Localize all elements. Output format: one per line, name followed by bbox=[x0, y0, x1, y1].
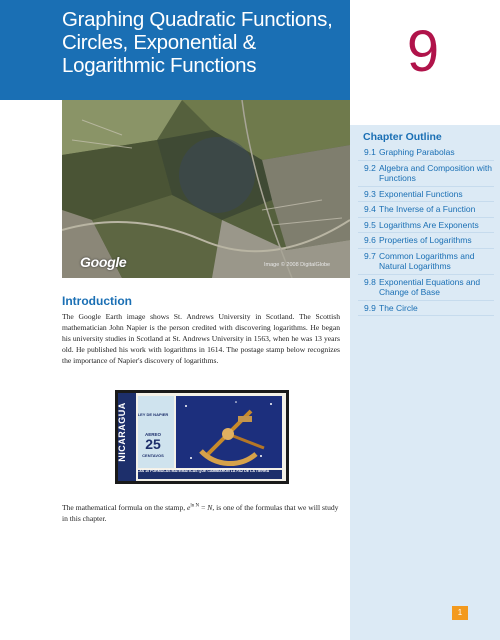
outline-item-number: 9.5 bbox=[364, 219, 376, 230]
outline-item-label: Common Logarithms and Natural Logarithms bbox=[379, 250, 475, 271]
outline-item[interactable] bbox=[358, 301, 494, 317]
stamp-caption: LAS 10 FORMULAS MATEMATICAS QUE CAMBIARON LA FAZ DE LA TIERRA bbox=[137, 469, 270, 473]
outline-item[interactable] bbox=[358, 202, 494, 218]
outline-item-number: 9.6 bbox=[364, 235, 376, 245]
formula-text-after: , is one of the formulas that we will study in this chapter. bbox=[62, 503, 339, 523]
formula-exponent: ln N bbox=[190, 503, 200, 509]
google-logo: Google bbox=[80, 254, 127, 270]
outline-item[interactable] bbox=[358, 161, 494, 187]
stamp-country: NICARAGUA bbox=[117, 402, 127, 462]
aerial-photo-illustration bbox=[62, 100, 350, 278]
image-credit: Image © 2008 DigitalGlobe bbox=[264, 262, 331, 268]
chapter-number: 9 bbox=[406, 19, 440, 84]
outline-item-number: 9.1 bbox=[364, 147, 376, 157]
outline-item[interactable] bbox=[358, 187, 494, 203]
formula-equals: = bbox=[199, 503, 208, 512]
outline-item-label: Logarithms Are Exponents bbox=[379, 219, 479, 230]
formula-paragraph bbox=[62, 502, 342, 524]
outline-item-label: Exponential Functions bbox=[379, 188, 463, 199]
outline-title: Chapter Outline bbox=[363, 131, 442, 143]
outline-item-number: 9.4 bbox=[364, 204, 376, 214]
page-number-badge: 1 bbox=[452, 606, 468, 620]
outline-item-number: 9.3 bbox=[364, 188, 376, 199]
outline-item-label: Properties of Logarithms bbox=[379, 235, 472, 245]
outline-item[interactable] bbox=[358, 218, 494, 234]
outline-item[interactable] bbox=[358, 145, 494, 161]
formula-n: N bbox=[207, 503, 213, 512]
outline-item-number: 9.8 bbox=[364, 276, 376, 287]
outline-item-label: The Inverse of a Function bbox=[379, 204, 476, 214]
stamp-centavos-label: CENTAVOS bbox=[142, 453, 164, 458]
outline-item-number: 9.9 bbox=[364, 302, 376, 313]
outline-item[interactable] bbox=[358, 275, 494, 301]
stamp-aereo-label: AEREO bbox=[144, 432, 161, 437]
stamp-value: 25 bbox=[145, 436, 161, 452]
outline-item-label: Exponential Equations and Change of Base bbox=[379, 276, 481, 297]
outline-list bbox=[358, 145, 494, 316]
formula-base: e bbox=[187, 503, 191, 512]
sextant-illustration bbox=[176, 396, 282, 468]
outline-item-number: 9.7 bbox=[364, 250, 376, 261]
outline-item-label: Algebra and Composition with Functions bbox=[379, 162, 492, 183]
introduction-heading: Introduction bbox=[62, 294, 132, 308]
stamp-law-label: LEY DE NAPIER bbox=[137, 412, 169, 417]
introduction-paragraph: The Google Earth image shows St. Andrews University in Scotland. The Scottish mathematician John Napier is the person credited with discovering logarithms. He began his university studies in Scotland at St. Andrews University in 1563, when he was 13 years old. He published his work with logarithms in 1614. The postage stamp below recognizes the importance of Napier's discovery of logarithms. bbox=[62, 312, 340, 365]
napier-stamp bbox=[115, 390, 289, 484]
outline-item[interactable] bbox=[358, 249, 494, 275]
aerial-photo bbox=[62, 100, 350, 278]
outline-item-label: Graphing Parabolas bbox=[379, 147, 455, 157]
outline-item[interactable] bbox=[358, 233, 494, 249]
outline-item-number: 9.2 bbox=[364, 162, 376, 173]
outline-item-label: The Circle bbox=[379, 302, 418, 313]
stamp-sextant-artwork bbox=[176, 396, 282, 468]
chapter-title: Graphing Quadratic Functions, Circles, Exponential & Logarithmic Functions bbox=[62, 8, 333, 77]
formula-text-before: The mathematical formula on the stamp, bbox=[62, 503, 188, 512]
